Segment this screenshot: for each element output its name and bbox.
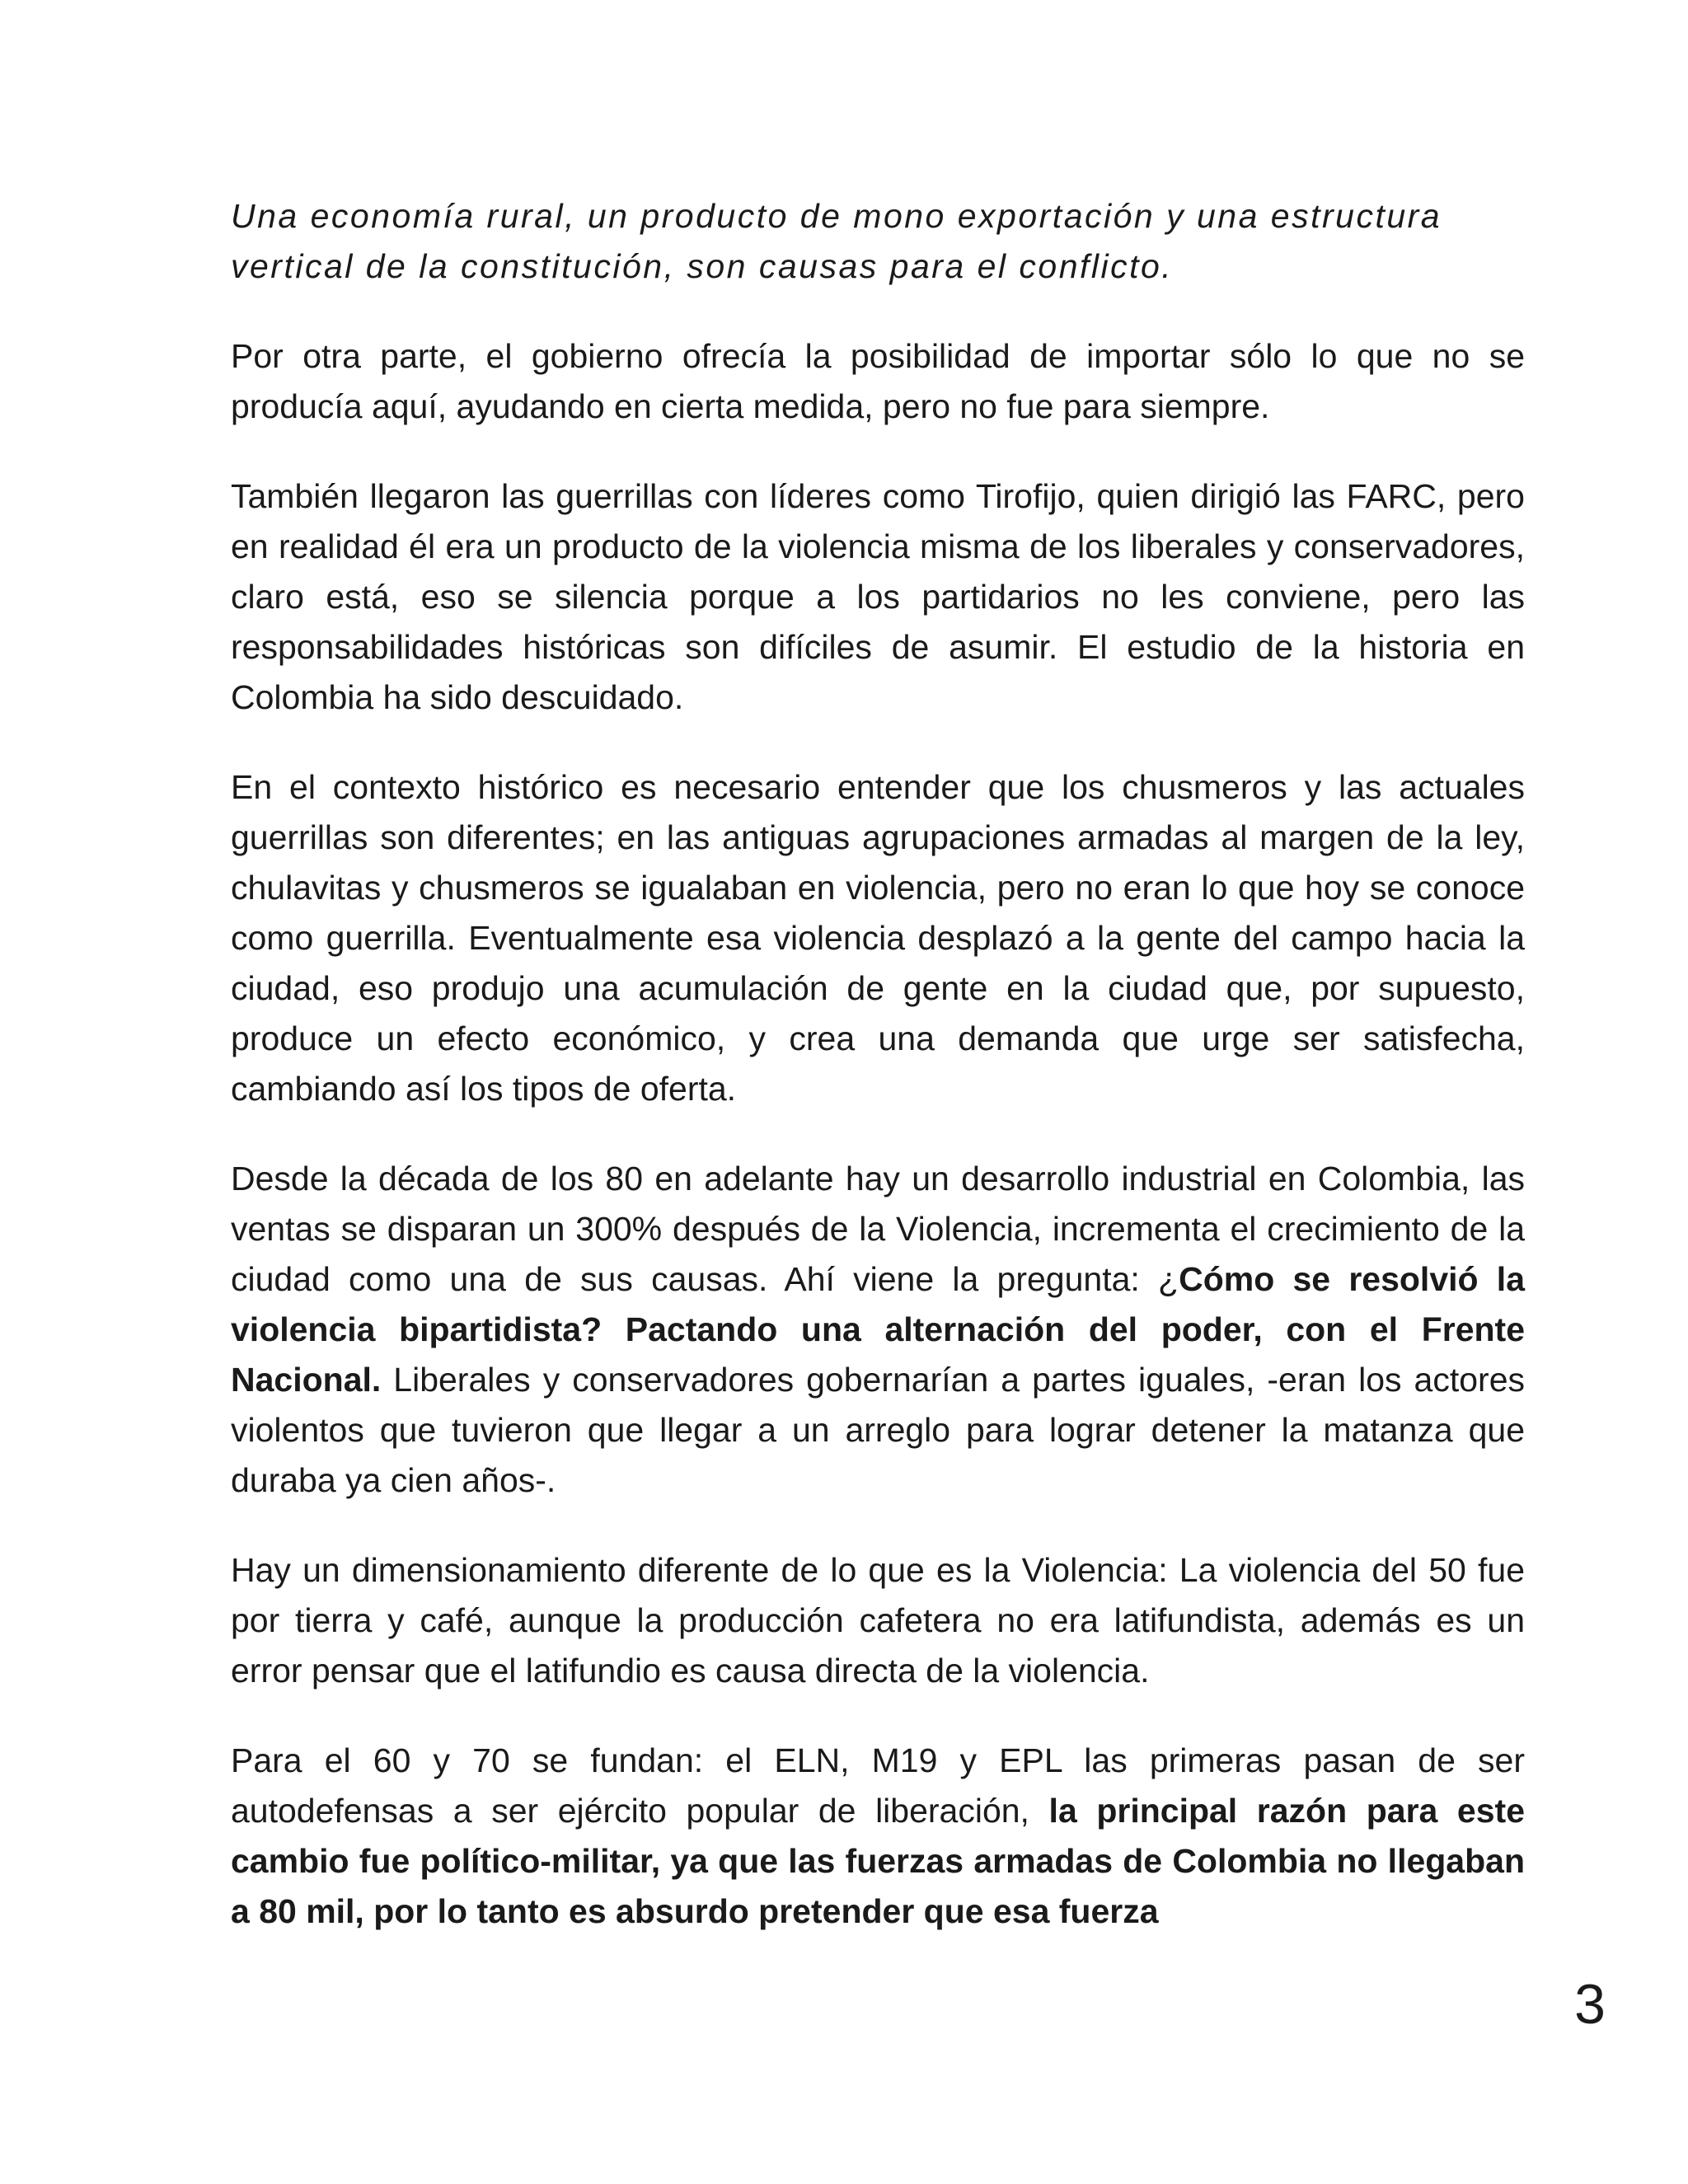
page-body [231,191,1525,1976]
text-run: En el contexto histórico es necesario entender que los chusmeros y las actuales guerrillas son diferentes; en las antiguas agrupaciones armadas al margen de la ley, chulavitas y chusmeros se igualaban en violencia, pero no eran lo que hoy se conoce como guerrilla. Eventualmente esa violencia desplazó a la gente del campo hacia la ciudad, eso produjo una acumulación de gente en la ciudad que, por supuesto, produce un efecto económico, y crea una demanda que urge ser satisfecha, cambiando así los tipos de oferta. [231,768,1525,1108]
paragraph [231,471,1525,723]
paragraph [231,191,1525,292]
text-run: Desde la década de los 80 en adelante hay un desarrollo industrial en Colombia, las ventas se disparan un 300% después de la Violencia, incrementa el crecimiento de la ciudad como una de sus causas. Ahí viene la pregunta: ¿ [231,1160,1525,1298]
paragraph [231,1545,1525,1696]
text-run: Liberales y conservadores gobernarían a partes iguales, -eran los actores violentos que tuvieron que llegar a un arreglo para lograr detener la matanza que duraba ya cien años-. [231,1361,1525,1499]
page-number: 3 [1574,1973,1606,2036]
paragraph [231,1154,1525,1506]
bold-text: Cómo se resolvió la violencia bipartidista? Pactando una alternación del poder, con el Frente Nacional. [231,1260,1525,1399]
paragraph [231,1736,1525,1937]
text-run: Hay un dimensionamiento diferente de lo que es la Violencia: La violencia del 50 fue por tierra y café, aunque la producción cafetera no era latifundista, además es un error pensar que el latifundio es causa directa de la violencia. [231,1551,1525,1690]
bold-text: la principal razón para este cambio fue político-militar, ya que las fuerzas armadas de Colombia no llegaban a 80 mil, por lo tanto es absurdo pretender que esa fuerza [231,1792,1525,1930]
text-run: También llegaron las guerrillas con líderes como Tirofijo, quien dirigió las FARC, pero en realidad él era un producto de la violencia misma de los liberales y conservadores, claro está, eso se silencia porque a los partidarios no les conviene, pero las responsabilidades históricas son difíciles de asumir. El estudio de la historia en Colombia ha sido descuidado. [231,477,1525,716]
paragraph [231,331,1525,432]
text-run: Para el 60 y 70 se fundan: el ELN, M19 y EPL las primeras pasan de ser autodefensas a ser ejército popular de liberación, [231,1741,1525,1830]
text-run: Por otra parte, el gobierno ofrecía la posibilidad de importar sólo lo que no se producía aquí, ayudando en cierta medida, pero no fue para siempre. [231,337,1525,425]
text-run: Una economía rural, un producto de mono exportación y una estructura vertical de la constitución, son causas para el conflicto. [231,197,1442,285]
paragraph [231,762,1525,1114]
